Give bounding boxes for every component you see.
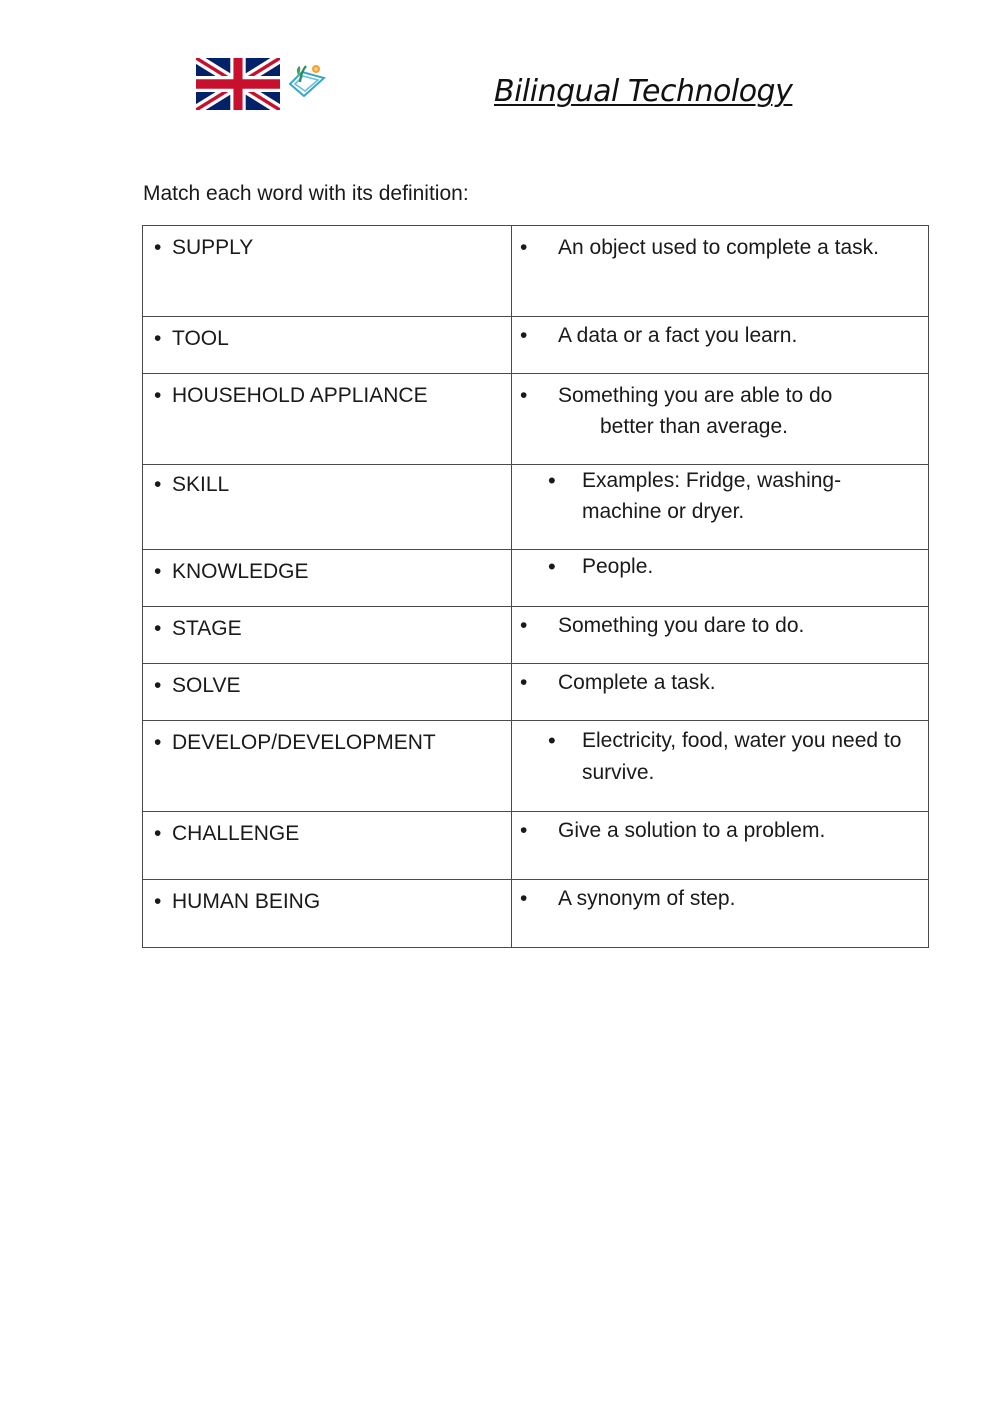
word-text: SOLVE [172,674,241,697]
table-row [143,550,929,607]
word-cell: • SKILL [143,465,512,550]
definition-cell: • A synonym of step. [512,880,929,948]
exercise-instruction: Match each word with its definition: [143,182,469,205]
word-cell: • HUMAN BEING [143,880,512,948]
word-text: SKILL [172,473,230,496]
definition-cell: • Complete a task. [512,664,929,721]
definition-cell: • Examples: Fridge, washing-machine or dryer. [512,465,929,550]
definition-text: Examples: Fridge, washing-machine or dryer. [582,469,842,523]
definition-text: Complete a task. [558,671,716,694]
word-cell: • STAGE [143,607,512,664]
word-cell: • CHALLENGE [143,812,512,880]
header-logos [196,58,328,110]
definition-text: People. [582,555,654,578]
uk-flag-icon [196,58,280,110]
definition-text: Something you are able to do better than average. [558,384,833,438]
definition-cell: • Give a solution to a problem. [512,812,929,880]
word-cell: • TOOL [143,317,512,374]
word-text: SUPPLY [172,236,254,259]
definition-text: An object used to complete a task. [558,236,880,259]
word-cell: • SOLVE [143,664,512,721]
word-text: HOUSEHOLD APPLIANCE [172,384,428,407]
table-row [143,317,929,374]
table-row [143,226,929,317]
table-row [143,374,929,465]
word-text: DEVELOP/DEVELOPMENT [172,731,436,754]
definition-cell: • Electricity, food, water you need to survive. [512,721,929,812]
definition-cell: • Something you dare to do. [512,607,929,664]
definition-text: Something you dare to do. [558,614,805,637]
table-row [143,721,929,812]
table-row [143,664,929,721]
word-text: HUMAN BEING [172,890,321,913]
word-cell: • KNOWLEDGE [143,550,512,607]
table-row [143,607,929,664]
word-cell: • HOUSEHOLD APPLIANCE [143,374,512,465]
word-cell: • SUPPLY [143,226,512,317]
definition-text: A data or a fact you learn. [558,324,798,347]
table-row [143,812,929,880]
word-text: CHALLENGE [172,822,300,845]
definition-text: Electricity, food, water you need to survive. [582,729,902,784]
definition-cell: • A data or a fact you learn. [512,317,929,374]
definition-cell: • People. [512,550,929,607]
document-title: Bilingual Technology [494,74,793,109]
word-text: KNOWLEDGE [172,560,309,583]
word-text: STAGE [172,617,242,640]
definition-text: Give a solution to a problem. [558,819,826,842]
word-cell: • DEVELOP/DEVELOPMENT [143,721,512,812]
table-row [143,465,929,550]
matching-table [142,225,929,948]
definition-cell: • Something you are able to do better than average. [512,374,929,465]
school-logo-icon [286,60,328,100]
definition-text: A synonym of step. [558,887,736,910]
word-text: TOOL [172,327,229,350]
table-row [143,880,929,948]
definition-cell: • An object used to complete a task. [512,226,929,317]
